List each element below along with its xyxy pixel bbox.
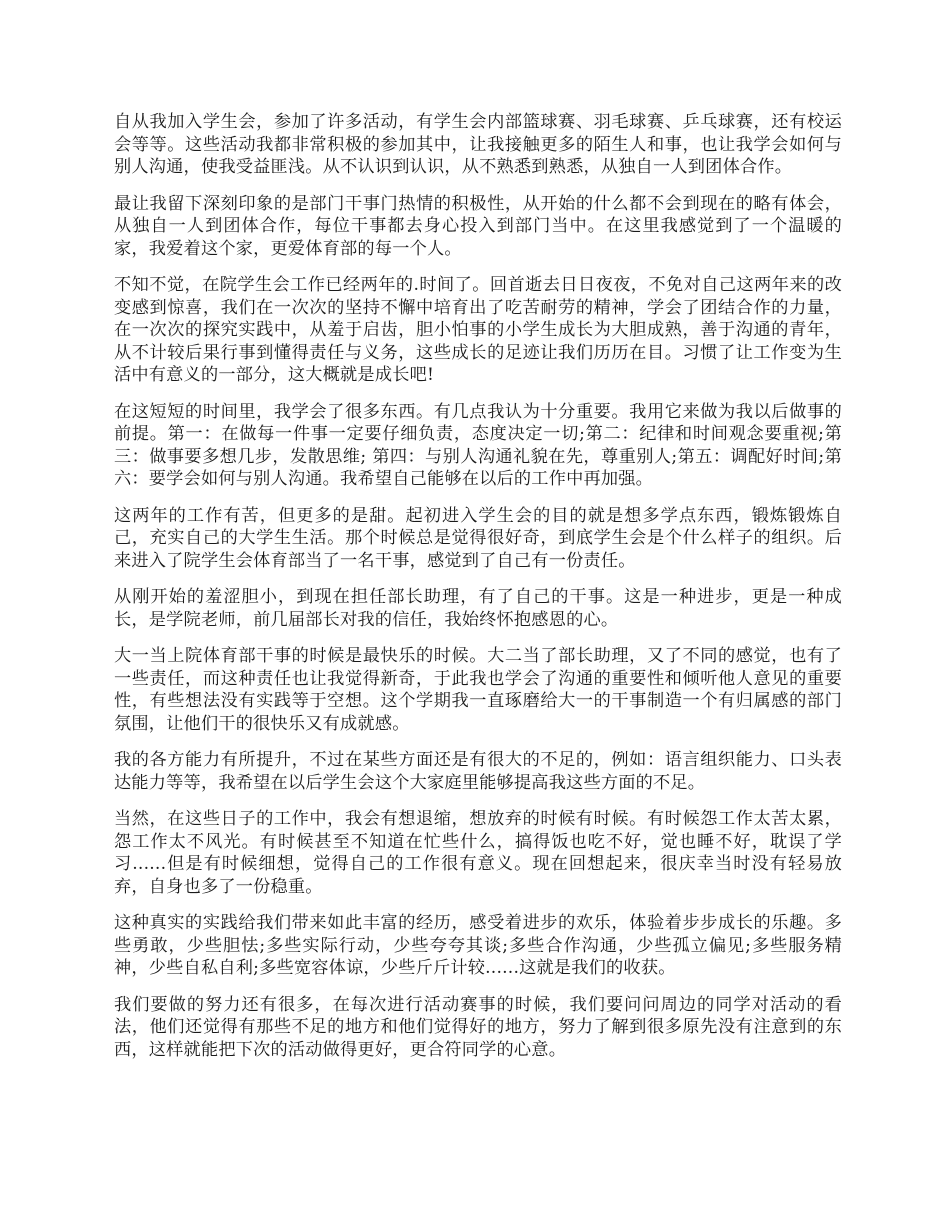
- paragraph-9: 当然，在这些日子的工作中，我会有想退缩，想放弃的时候有时候。有时候怨工作太苦太累，怨工作太不风光。有时候甚至不知道在忙些什么，搞得饭也吃不好，觉也睡不好，耽误了学习......但是有时候细想，觉得自己的工作很有意义。现在回想起来，很庆幸当时没有轻易放弃，自身也多了一份稳重。: [114, 809, 842, 897]
- paragraph-4: 在这短短的时间里，我学会了很多东西。有几点我认为十分重要。我用它来做为我以后做事的前提。第一：在做每一件事一定要仔细负责，态度决定一切;第二：纪律和时间观念要重视;第三：做事要多想几步，发散思维; 第四：与别人沟通礼貌在先，尊重别人;第五：调配好时间;第六：要学会如何与别人沟通。我希望自己能够在以后的工作中再加强。: [114, 401, 842, 489]
- paragraph-6: 从刚开始的羞涩胆小，到现在担任部长助理，有了自己的干事。这是一种进步，更是一种成长，是学院老师，前几届部长对我的信任，我始终怀抱感恩的心。: [114, 587, 842, 630]
- document-body: [114, 111, 842, 1075]
- paragraph-11: 我们要做的努力还有很多，在每次进行活动赛事的时候，我们要问问周边的同学对活动的看法，他们还觉得有那些不足的地方和他们觉得好的地方，努力了解到很多原先没有注意到的东西，这样就能把下次的活动做得更好，更合符同学的心意。: [114, 994, 842, 1060]
- paragraph-3: 不知不觉，在院学生会工作已经两年的.时间了。回首逝去日日夜夜，不免对自己这两年来的改变感到惊喜，我们在一次次的坚持不懈中培育出了吃苦耐劳的精神，学会了团结合作的力量，在一次次的探究实践中，从羞于启齿，胆小怕事的小学生成长为大胆成熟，善于沟通的青年，从不计较后果行事到懂得责任与义务，这些成长的足迹让我们历历在目。习惯了让工作变为生活中有意义的一部分，这大概就是成长吧!: [114, 275, 842, 385]
- paragraph-5: 这两年的工作有苦，但更多的是甜。起初进入学生会的目的就是想多学点东西，锻炼锻炼自己，充实自己的大学生生活。那个时候总是觉得很好奇，到底学生会是个什么样子的组织。后来进入了院学生会体育部当了一名干事，感觉到了自己有一份责任。: [114, 505, 842, 571]
- paragraph-7: 大一当上院体育部干事的时候是最快乐的时候。大二当了部长助理，又了不同的感觉，也有了一些责任，而这种责任也让我觉得新奇，于此我也学会了沟通的重要性和倾听他人意见的重要性，有些想法没有实践等于空想。这个学期我一直琢磨给大一的干事制造一个有归属感的部门氛围，让他们干的很快乐又有成就感。: [114, 646, 842, 734]
- paragraph-10: 这种真实的实践给我们带来如此丰富的经历，感受着进步的欢乐，体验着步步成长的乐趣。多些勇敢，少些胆怯;多些实际行动，少些夸夸其谈;多些合作沟通，少些孤立偏见;多些服务精神，少些自私自利;多些宽容体谅，少些斤斤计较......这就是我们的收获。: [114, 913, 842, 978]
- paragraph-1: 自从我加入学生会，参加了许多活动，有学生会内部篮球赛、羽毛球赛、乒乓球赛，还有校运会等等。这些活动我都非常积极的参加其中，让我接触更多的陌生人和事，也让我学会如何与别人沟通，使我受益匪浅。从不认识到认识，从不熟悉到熟悉，从独自一人到团体合作。: [114, 112, 842, 177]
- paragraph-8: 我的各方能力有所提升，不过在某些方面还是有很大的不足的，例如：语言组织能力、口头表达能力等等，我希望在以后学生会这个大家庭里能够提高我这些方面的不足。: [114, 750, 842, 793]
- paragraph-2: 最让我留下深刻印象的是部门干事门热情的积极性，从开始的什么都不会到现在的略有体会，从独自一人到团体合作，每位干事都去身心投入到部门当中。在这里我感觉到了一个温暖的家，我爱着这个家，更爱体育部的每一个人。: [114, 193, 842, 259]
